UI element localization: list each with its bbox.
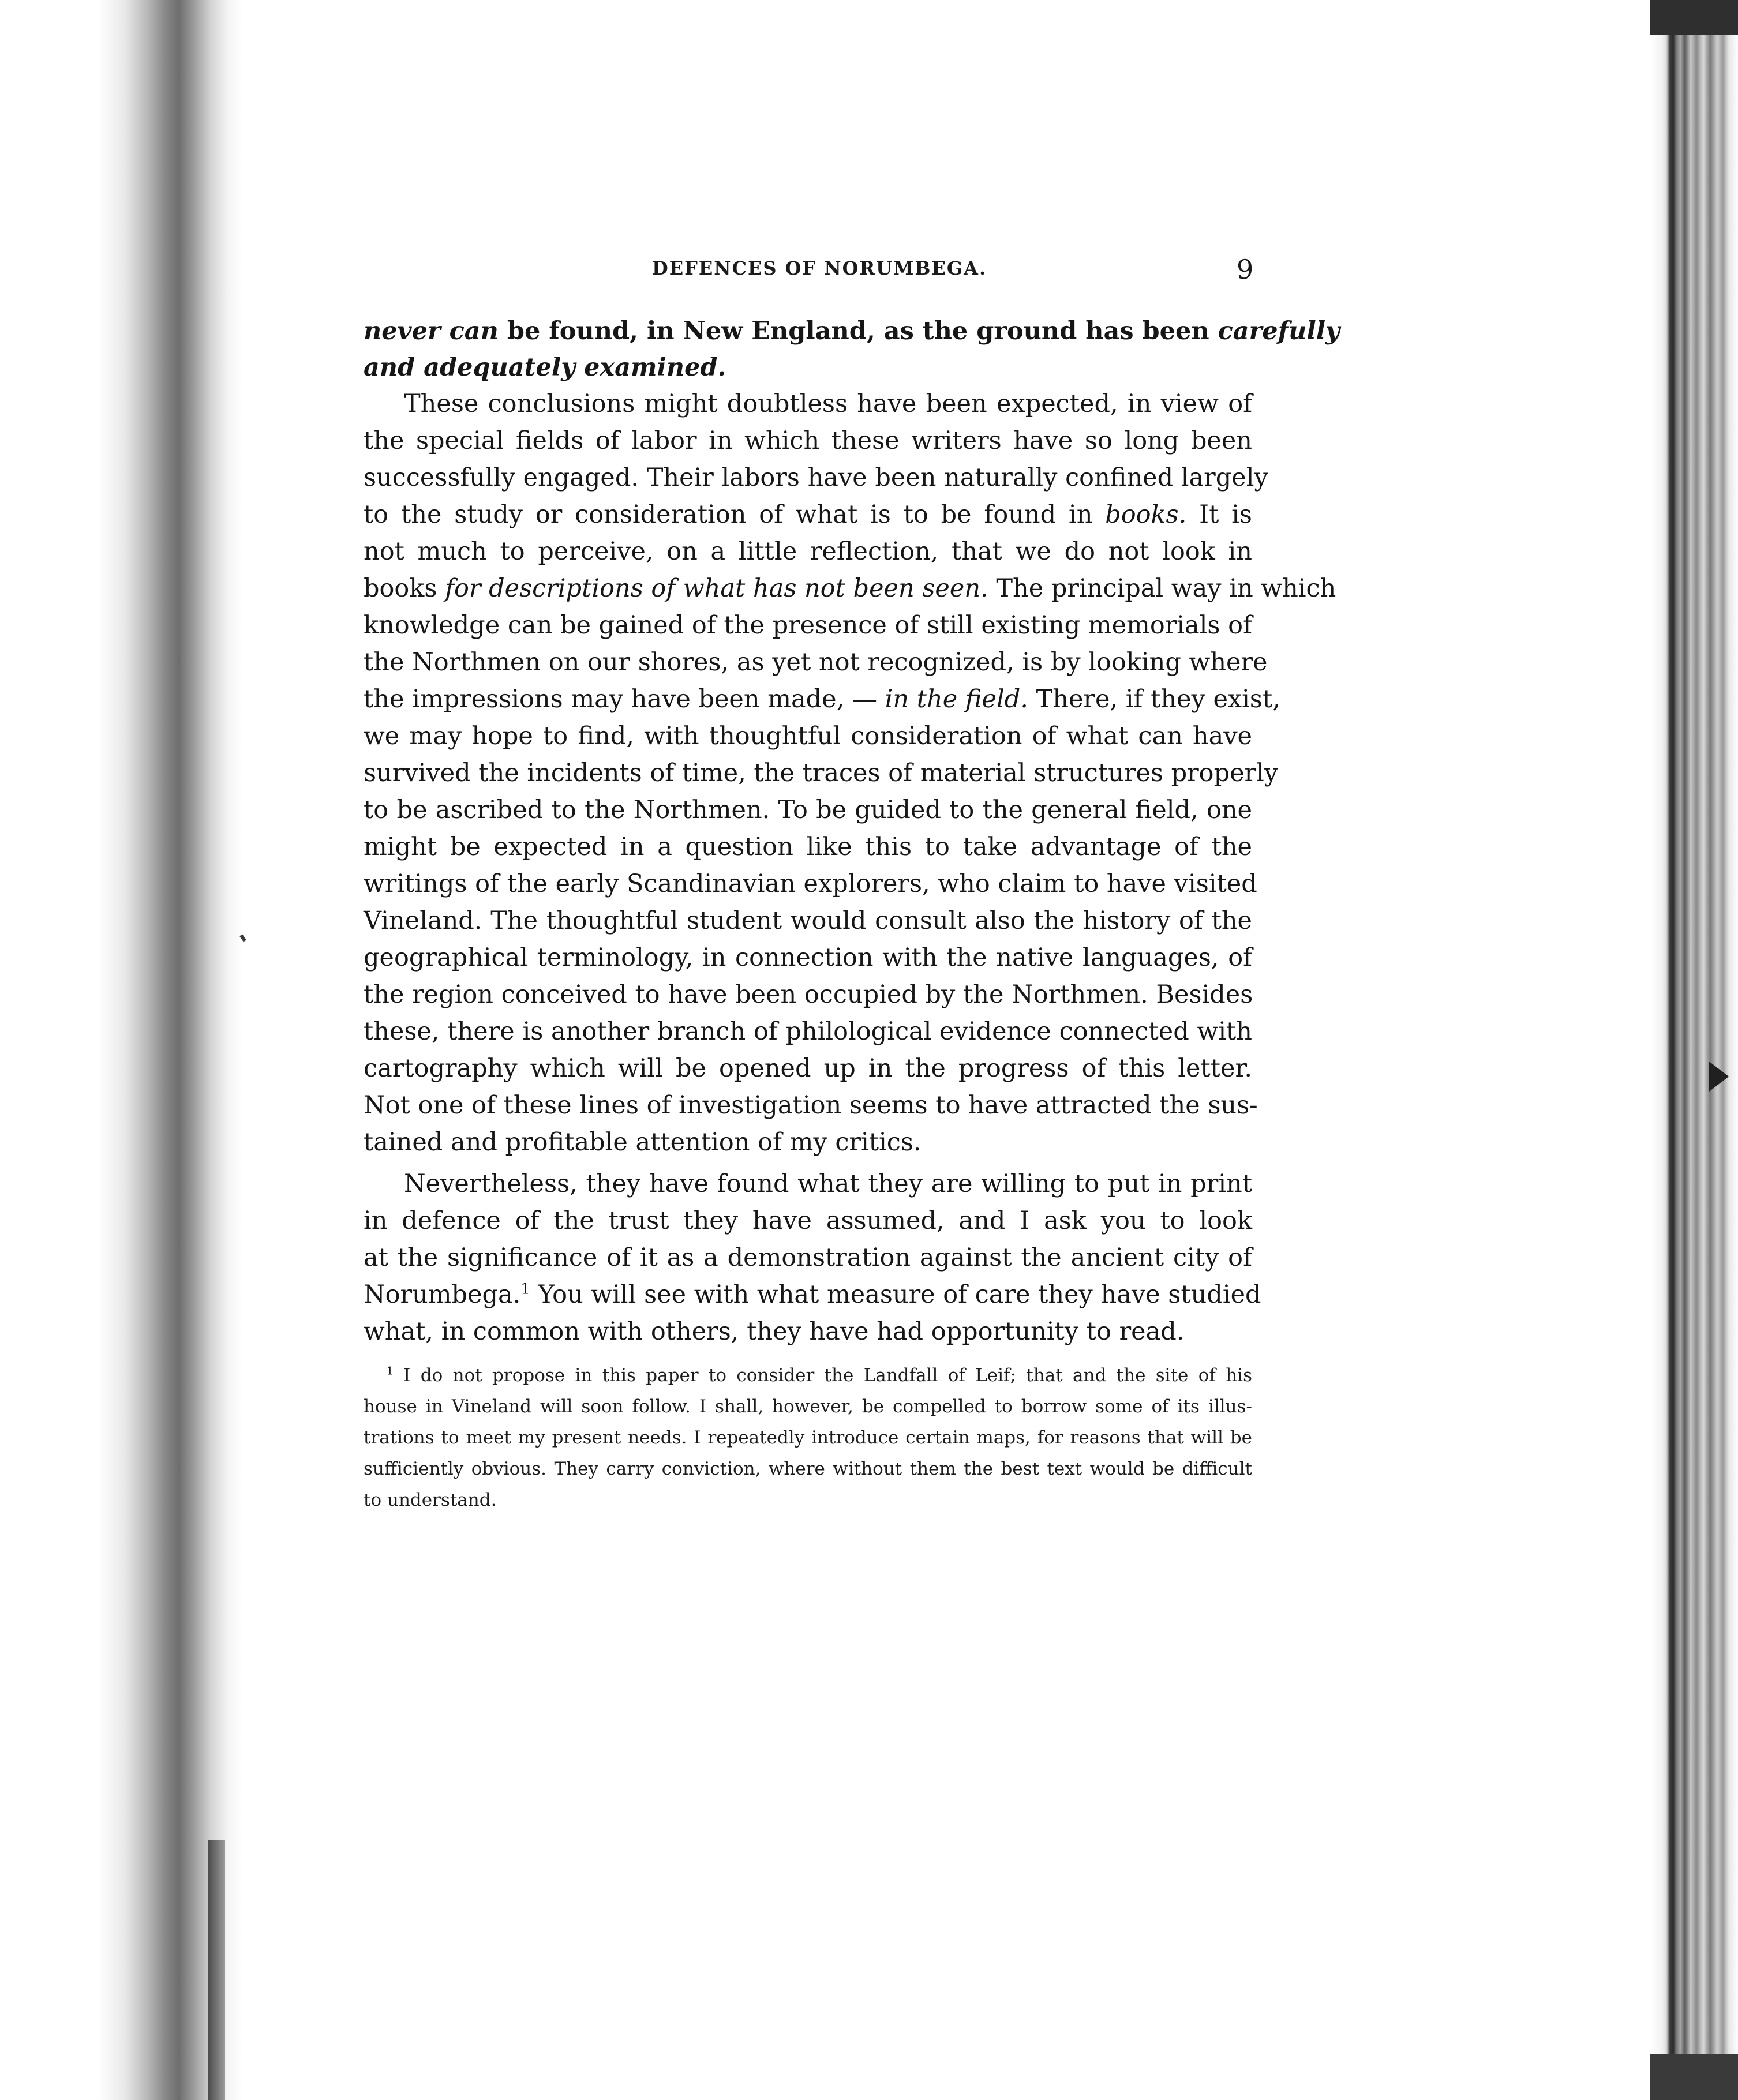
page-edge-tab-marker bbox=[1709, 1062, 1729, 1092]
text-line: successfully engaged. Their labors have been naturally confined largely bbox=[364, 463, 1268, 492]
italic-phrase: in the field. bbox=[885, 685, 1028, 714]
footnote-number: 1 bbox=[387, 1365, 394, 1378]
italic-phrase: books. bbox=[1105, 500, 1187, 529]
text-line: writings of the early Scandinavian explorers, who claim to have visited bbox=[364, 869, 1257, 898]
text-line: not much to perceive, on a little reflection, that we do not look in bbox=[364, 537, 1252, 566]
text-line: Norumbega.$^1$ You will see with what measure of care they have studied bbox=[364, 1280, 1261, 1309]
running-head: DEFENCES OF NORUMBEGA. bbox=[652, 257, 987, 279]
text-line: Vineland. The thoughtful student would consult also the history of the bbox=[364, 906, 1252, 935]
text-line: knowledge can be gained of the presence of still existing memorials of bbox=[364, 611, 1252, 640]
text-line: the impressions may have been made, — in the field. There, if they exist, bbox=[364, 685, 1280, 714]
text-line: the region conceived to have been occupied by the Northmen. Besides bbox=[364, 980, 1253, 1009]
italic-phrase: for descriptions of what has not been seen. bbox=[445, 574, 988, 603]
text-line: never can be found, in New England, as the ground has been carefully bbox=[364, 317, 1340, 346]
right-page-edges bbox=[1650, 0, 1738, 2100]
text-line: at the significance of it as a demonstration against the ancient city of bbox=[364, 1243, 1252, 1272]
page-number: 9 bbox=[1237, 254, 1254, 285]
footnote-line: house in Vineland will soon follow. I shall, however, be compelled to borrow some of its illus- bbox=[364, 1396, 1252, 1417]
footnote-marker: 1 bbox=[520, 1280, 530, 1298]
footnote-line: to understand. bbox=[364, 1490, 497, 1510]
text-line: the special fields of labor in which these writers have so long been bbox=[364, 426, 1252, 455]
footnote-line: sufficiently obvious. They carry conviction, where without them the best text would be difficult bbox=[364, 1458, 1252, 1479]
italic-phrase: never can bbox=[364, 317, 499, 346]
text-line: Not one of these lines of investigation seems to have attracted the sus- bbox=[364, 1091, 1258, 1120]
text-line: we may hope to find, with thoughtful consideration of what can have bbox=[364, 722, 1252, 751]
text-line: to be ascribed to the Northmen. To be guided to the general field, one bbox=[364, 796, 1252, 824]
text-line: in defence of the trust they have assumed, and I ask you to look bbox=[364, 1206, 1252, 1235]
left-binding-edge bbox=[208, 1840, 225, 2100]
paragraph-first-line: These conclusions might doubtless have been expected, in view of bbox=[404, 389, 1252, 418]
left-binding-shadow bbox=[0, 0, 242, 2100]
paragraph-first-line: Nevertheless, they have found what they are willing to put in print bbox=[404, 1169, 1252, 1198]
text-line: tained and profitable attention of my critics. bbox=[364, 1128, 922, 1157]
italic-phrase: carefully bbox=[1218, 317, 1340, 346]
text-line: geographical terminology, in connection with the native languages, of bbox=[364, 943, 1252, 972]
text-line bbox=[364, 349, 1252, 386]
italic-phrase: and adequately examined. bbox=[364, 353, 726, 382]
text-line: might be expected in a question like this to take advantage of the bbox=[364, 832, 1252, 861]
text-line: the Northmen on our shores, as yet not recognized, is by looking where bbox=[364, 648, 1268, 677]
text-line: survived the incidents of time, the traces of material structures properly bbox=[364, 759, 1279, 787]
footnote-line: $^1$ I do not propose in this paper to consider the Landfall of Leif; that and the site of his bbox=[387, 1365, 1252, 1386]
right-edge-top-shadow bbox=[1650, 0, 1738, 35]
footnote-line: trations to meet my present needs. I repeatedly introduce certain maps, for reasons that will be bbox=[364, 1427, 1252, 1448]
text-line: what, in common with others, they have had opportunity to read. bbox=[364, 1317, 1185, 1346]
text-line: these, there is another branch of philological evidence connected with bbox=[364, 1017, 1252, 1046]
text-line: to the study or consideration of what is to be found in books. It is bbox=[364, 500, 1252, 529]
right-edge-bottom-shadow bbox=[1650, 2054, 1738, 2100]
text-line: books for descriptions of what has not been seen. The principal way in which bbox=[364, 574, 1336, 603]
text-line: cartography which will be opened up in the progress of this letter. bbox=[364, 1054, 1252, 1083]
